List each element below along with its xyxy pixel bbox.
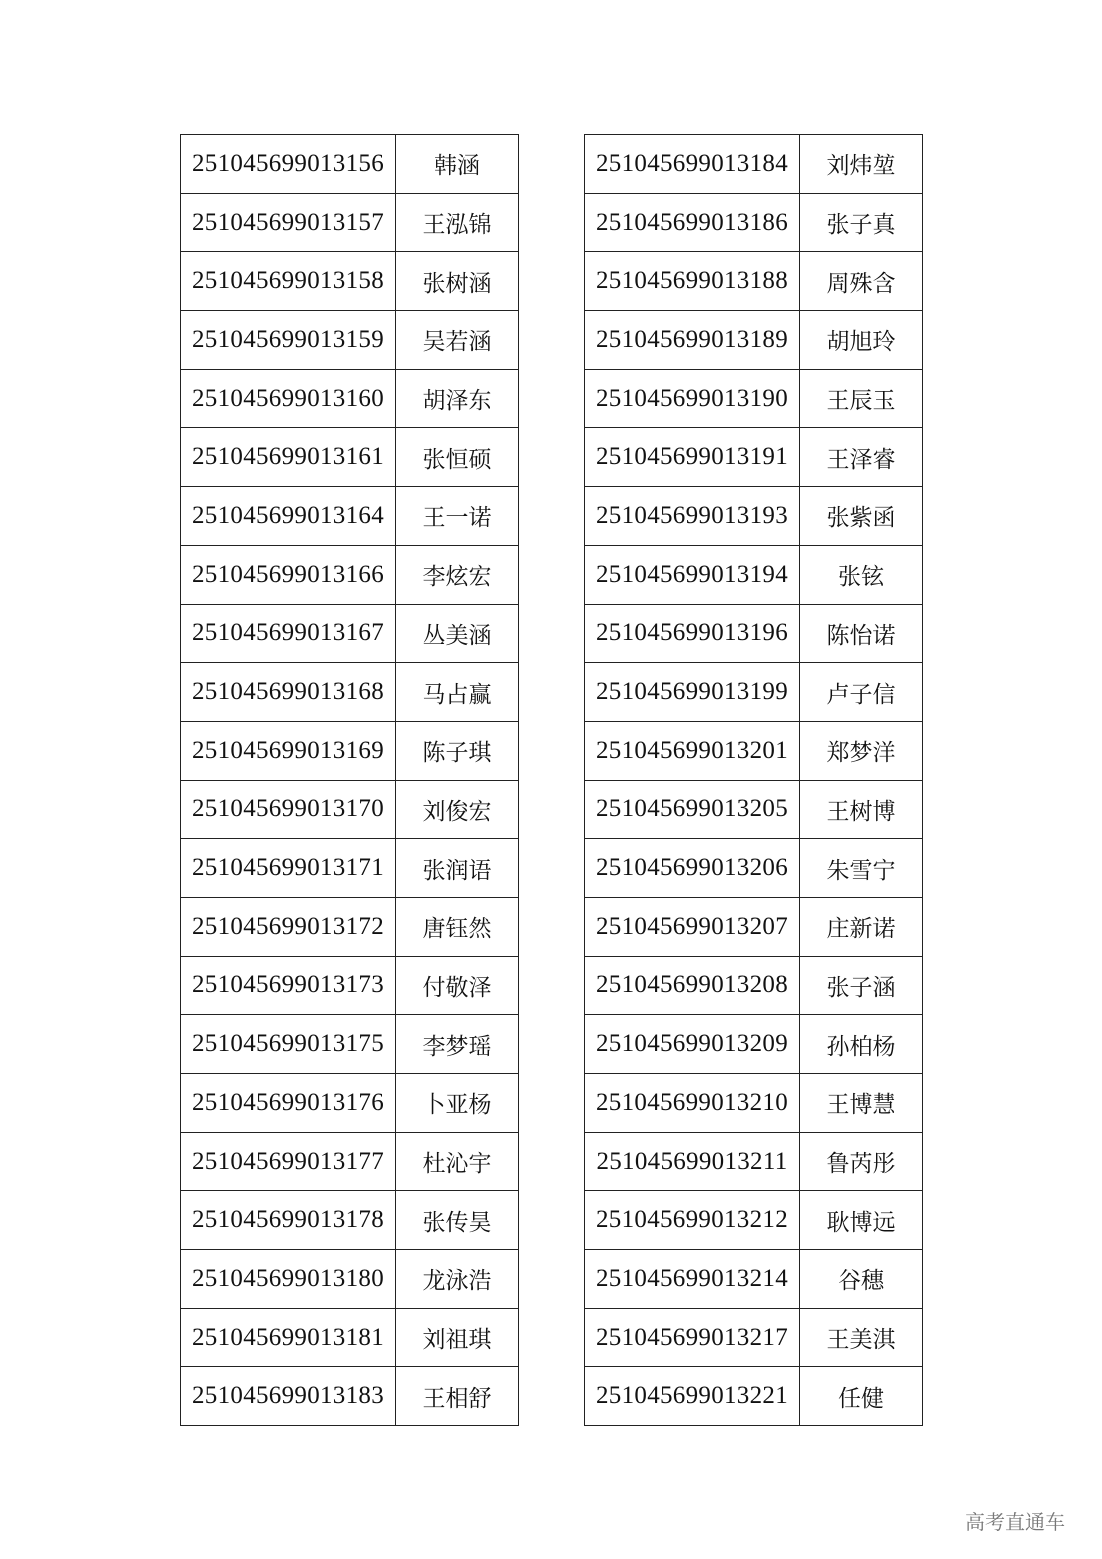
student-name: 王相舒	[396, 1367, 519, 1426]
watermark: 高考直通车	[965, 1510, 1065, 1534]
student-id: 251045699013196	[585, 604, 800, 663]
student-id: 251045699013212	[585, 1191, 800, 1250]
student-id: 251045699013170	[181, 780, 396, 839]
student-name: 鲁芮彤	[800, 1132, 923, 1191]
table-row	[181, 1308, 519, 1367]
student-id: 251045699013159	[181, 311, 396, 370]
student-table-left	[180, 134, 519, 1426]
table-row	[585, 1132, 923, 1191]
student-name: 张紫函	[800, 487, 923, 546]
student-id: 251045699013205	[585, 780, 800, 839]
student-id: 251045699013206	[585, 839, 800, 898]
student-id: 251045699013189	[585, 311, 800, 370]
student-name: 张子涵	[800, 956, 923, 1015]
student-id: 251045699013175	[181, 1015, 396, 1074]
table-row	[585, 1250, 923, 1309]
student-id: 251045699013178	[181, 1191, 396, 1250]
student-id: 251045699013171	[181, 839, 396, 898]
table-row	[585, 1308, 923, 1367]
table-row	[585, 897, 923, 956]
student-id: 251045699013217	[585, 1308, 800, 1367]
student-id: 251045699013209	[585, 1015, 800, 1074]
student-name: 孙柏杨	[800, 1015, 923, 1074]
table-row	[585, 956, 923, 1015]
student-id: 251045699013194	[585, 545, 800, 604]
table-row	[585, 1074, 923, 1133]
student-id: 251045699013183	[181, 1367, 396, 1426]
table-row	[181, 428, 519, 487]
student-id: 251045699013176	[181, 1074, 396, 1133]
student-id: 251045699013191	[585, 428, 800, 487]
student-name: 李梦瑶	[396, 1015, 519, 1074]
student-name: 马占赢	[396, 663, 519, 722]
student-id: 251045699013190	[585, 369, 800, 428]
student-id: 251045699013180	[181, 1250, 396, 1309]
table-row	[585, 663, 923, 722]
student-name: 王泓锦	[396, 193, 519, 252]
table-row	[181, 545, 519, 604]
student-name: 韩涵	[396, 135, 519, 194]
student-name: 王辰玉	[800, 369, 923, 428]
student-name: 胡泽东	[396, 369, 519, 428]
student-name: 王泽睿	[800, 428, 923, 487]
student-id: 251045699013211	[585, 1132, 800, 1191]
student-id: 251045699013210	[585, 1074, 800, 1133]
table-row	[585, 135, 923, 194]
student-id: 251045699013169	[181, 721, 396, 780]
student-id: 251045699013167	[181, 604, 396, 663]
student-name: 龙泳浩	[396, 1250, 519, 1309]
student-name: 卜亚杨	[396, 1074, 519, 1133]
table-row	[585, 545, 923, 604]
student-name: 刘俊宏	[396, 780, 519, 839]
table-row	[585, 839, 923, 898]
student-name: 胡旭玲	[800, 311, 923, 370]
student-name: 任健	[800, 1367, 923, 1426]
student-id: 251045699013168	[181, 663, 396, 722]
student-id: 251045699013214	[585, 1250, 800, 1309]
student-id: 251045699013193	[585, 487, 800, 546]
student-name: 王美淇	[800, 1308, 923, 1367]
table-row	[585, 369, 923, 428]
student-id: 251045699013177	[181, 1132, 396, 1191]
student-name: 刘炜堃	[800, 135, 923, 194]
student-name: 付敬泽	[396, 956, 519, 1015]
student-id: 251045699013199	[585, 663, 800, 722]
student-name: 吴若涵	[396, 311, 519, 370]
table-row	[585, 311, 923, 370]
table-row	[181, 487, 519, 546]
student-id: 251045699013166	[181, 545, 396, 604]
student-id: 251045699013172	[181, 897, 396, 956]
table-row	[181, 897, 519, 956]
student-name: 陈子琪	[396, 721, 519, 780]
table-row	[585, 487, 923, 546]
student-name: 刘祖琪	[396, 1308, 519, 1367]
table-row	[181, 604, 519, 663]
table-row	[181, 956, 519, 1015]
student-name: 杜沁宇	[396, 1132, 519, 1191]
student-name: 王一诺	[396, 487, 519, 546]
student-id: 251045699013201	[585, 721, 800, 780]
student-name: 庄新诺	[800, 897, 923, 956]
table-row	[181, 1132, 519, 1191]
student-name: 郑梦洋	[800, 721, 923, 780]
table-row	[585, 604, 923, 663]
student-name: 耿博远	[800, 1191, 923, 1250]
student-name: 张恒硕	[396, 428, 519, 487]
student-id: 251045699013156	[181, 135, 396, 194]
table-row	[181, 1015, 519, 1074]
table-row	[585, 1015, 923, 1074]
student-id: 251045699013164	[181, 487, 396, 546]
table-row	[585, 428, 923, 487]
student-name: 卢子信	[800, 663, 923, 722]
student-id: 251045699013160	[181, 369, 396, 428]
student-name: 张铉	[800, 545, 923, 604]
student-name: 张润语	[396, 839, 519, 898]
student-name: 丛美涵	[396, 604, 519, 663]
table-row	[181, 1367, 519, 1426]
student-table-right	[584, 134, 923, 1426]
table-row	[181, 721, 519, 780]
student-name: 朱雪宁	[800, 839, 923, 898]
table-row	[181, 1074, 519, 1133]
table-row	[585, 1191, 923, 1250]
student-name: 王树博	[800, 780, 923, 839]
student-name: 王博慧	[800, 1074, 923, 1133]
student-name: 唐钰然	[396, 897, 519, 956]
table-row	[585, 252, 923, 311]
table-row	[181, 135, 519, 194]
student-name: 张子真	[800, 193, 923, 252]
table-row	[181, 1191, 519, 1250]
table-row	[585, 721, 923, 780]
table-row	[181, 780, 519, 839]
student-id: 251045699013208	[585, 956, 800, 1015]
student-id: 251045699013188	[585, 252, 800, 311]
table-row	[181, 369, 519, 428]
table-row	[585, 1367, 923, 1426]
student-id: 251045699013181	[181, 1308, 396, 1367]
table-row	[181, 193, 519, 252]
student-id: 251045699013207	[585, 897, 800, 956]
student-id: 251045699013221	[585, 1367, 800, 1426]
table-row	[585, 193, 923, 252]
student-id: 251045699013173	[181, 956, 396, 1015]
student-id: 251045699013157	[181, 193, 396, 252]
student-name: 陈怡诺	[800, 604, 923, 663]
table-row	[181, 663, 519, 722]
student-name: 李炫宏	[396, 545, 519, 604]
student-id: 251045699013186	[585, 193, 800, 252]
student-id: 251045699013158	[181, 252, 396, 311]
student-name: 谷穗	[800, 1250, 923, 1309]
student-id: 251045699013184	[585, 135, 800, 194]
table-row	[585, 780, 923, 839]
table-row	[181, 311, 519, 370]
student-id: 251045699013161	[181, 428, 396, 487]
table-row	[181, 839, 519, 898]
table-row	[181, 1250, 519, 1309]
student-name: 张传昊	[396, 1191, 519, 1250]
student-name: 张树涵	[396, 252, 519, 311]
table-row	[181, 252, 519, 311]
student-name: 周殊含	[800, 252, 923, 311]
